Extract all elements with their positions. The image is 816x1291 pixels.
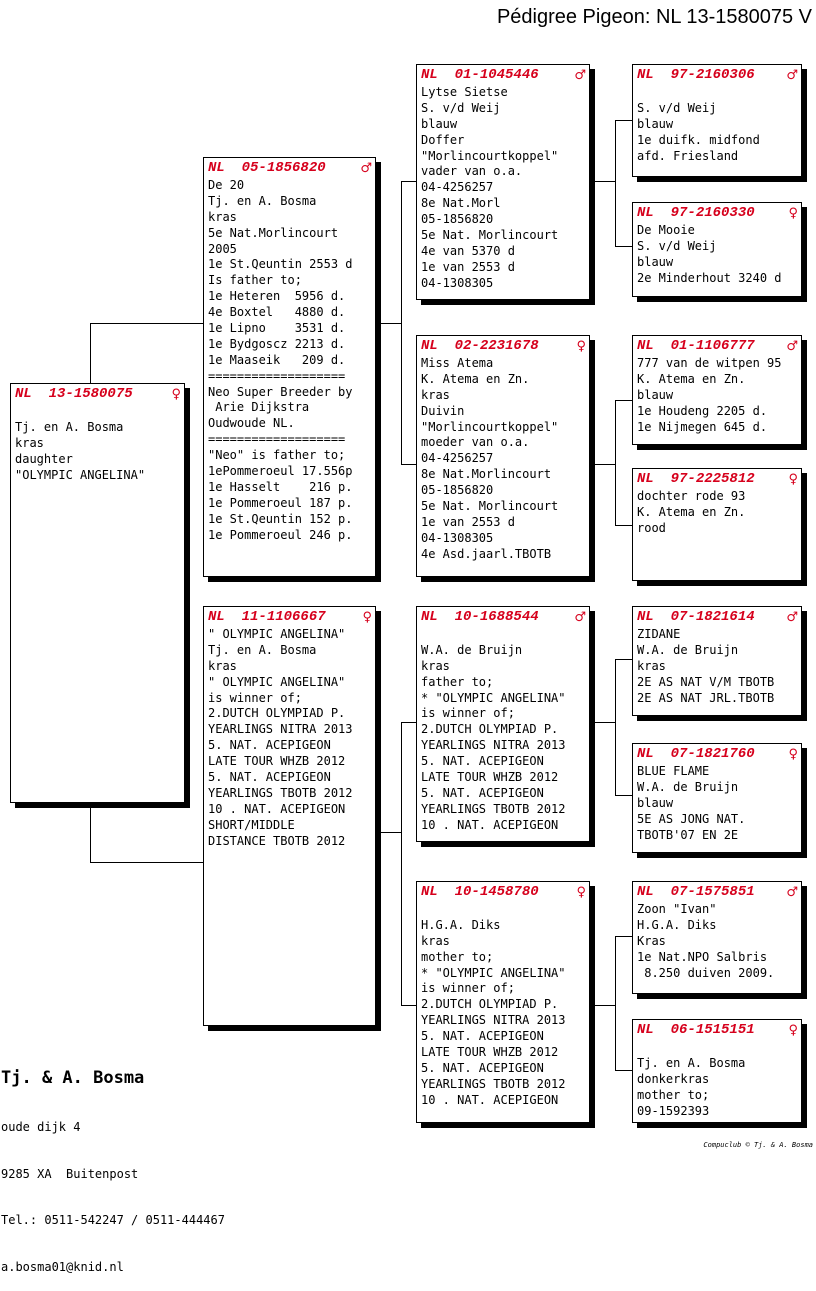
detail-line: moeder van o.a.: [421, 435, 530, 450]
pigeon-header: [637, 884, 798, 901]
female-symbol-icon: ♀: [788, 472, 798, 487]
ring-number: 07-1821760: [670, 746, 755, 762]
ring-number: 05-1856820: [241, 160, 326, 176]
detail-line: 10 . NAT. ACEPIGEON: [208, 801, 346, 816]
pigeon-card-mmm: [632, 1019, 802, 1123]
pigeon-header: [208, 160, 372, 177]
pigeon-details: [637, 356, 798, 435]
pigeon-card-mfm: [632, 743, 802, 853]
pigeon-header: [421, 338, 586, 355]
detail-line: YEARLINGS TBOTB 2012: [421, 801, 566, 816]
pigeon-details: [208, 627, 372, 849]
detail-line: rood: [637, 520, 666, 535]
detail-line: 8e Nat.Morl: [421, 196, 501, 211]
detail-line: 5. NAT. ACEPIGEON: [421, 1060, 544, 1075]
male-symbol-icon: ♂: [786, 339, 798, 354]
detail-line: LATE TOUR WHZB 2012: [421, 1045, 559, 1060]
detail-line: blauw: [637, 116, 674, 131]
page-title: Pédigree Pigeon: NL 13-1580075 V: [496, 6, 812, 28]
detail-line: is winner of;: [421, 706, 515, 721]
breeder-city: 9285 XA Buitenpost: [1, 1166, 139, 1181]
ring-label: [637, 471, 755, 488]
detail-line: 1e St.Qeuntin 2553 d: [208, 257, 353, 272]
pigeon-header: [637, 746, 798, 763]
detail-line: 5. NAT. ACEPIGEON: [421, 785, 544, 800]
detail-line: kras: [421, 933, 450, 948]
pigeon-header: [637, 338, 798, 355]
detail-line: father to;: [421, 674, 494, 689]
detail-line: ===================: [208, 432, 346, 447]
breeder-phone: Tel.: 0511-542247 / 0511-444467: [1, 1213, 225, 1227]
detail-line: kras: [637, 658, 666, 673]
male-symbol-icon: ♂: [574, 610, 586, 625]
pigeon-card-mm: [416, 881, 590, 1123]
pigeon-details: [637, 764, 798, 843]
connector: [615, 936, 616, 1070]
connector: [90, 862, 203, 863]
pigeon-card-ffm: [632, 202, 802, 297]
detail-line: 5. NAT. ACEPIGEON: [421, 1029, 544, 1044]
country-code: NL: [637, 471, 654, 487]
ring-label: [421, 67, 539, 84]
detail-line: 5. NAT. ACEPIGEON: [208, 770, 331, 785]
detail-line: 8.250 duiven 2009.: [637, 965, 775, 980]
country-code: NL: [208, 609, 225, 625]
ring-number: 02-2231678: [454, 338, 539, 354]
pigeon-details: [421, 85, 586, 292]
connector: [590, 722, 615, 723]
detail-line: YEARLINGS TBOTB 2012: [421, 1076, 566, 1091]
detail-line: daughter: [15, 451, 73, 466]
country-code: NL: [637, 205, 654, 221]
detail-line: afd. Friesland: [637, 148, 739, 163]
connector: [615, 246, 632, 247]
connector: [90, 808, 91, 863]
detail-line: Neo Super Breeder by: [208, 384, 353, 399]
connector: [401, 722, 402, 1005]
ring-number: 97-2160330: [670, 205, 755, 221]
detail-line: [637, 1040, 798, 1056]
detail-line: blauw: [637, 795, 674, 810]
detail-line: YEARLINGS NITRA 2013: [208, 722, 353, 737]
connector: [615, 659, 616, 795]
female-symbol-icon: ♀: [576, 885, 586, 900]
detail-line: YEARLINGS NITRA 2013: [421, 1013, 566, 1028]
pigeon-details: [637, 1040, 798, 1119]
detail-line: SHORT/MIDDLE: [208, 817, 295, 832]
detail-line: 04-4256257: [421, 180, 494, 195]
pigeon-card-subject: [10, 383, 185, 803]
detail-line: 04-1308305: [421, 530, 494, 545]
pigeon-card-fmf: [632, 335, 802, 445]
detail-line: 1e Nat.NPO Salbris: [637, 949, 768, 964]
detail-line: K. Atema en Zn.: [421, 371, 530, 386]
pigeon-header: [421, 67, 586, 84]
pigeon-details: [421, 627, 586, 834]
country-code: NL: [421, 609, 438, 625]
detail-line: Zoon "Ivan": [637, 902, 717, 916]
detail-line: blauw: [421, 116, 458, 131]
pigeon-card-mf: [416, 606, 590, 842]
detail-line: Doffer: [421, 132, 465, 147]
connector: [376, 832, 401, 833]
male-symbol-icon: ♂: [786, 610, 798, 625]
detail-line: Kras: [637, 933, 666, 948]
ring-number: 01-1106777: [670, 338, 755, 354]
male-symbol-icon: ♂: [574, 68, 586, 83]
female-symbol-icon: ♀: [788, 747, 798, 762]
detail-line: 8e Nat.Morlincourt: [421, 467, 552, 482]
detail-line: K. Atema en Zn.: [637, 371, 746, 386]
detail-line: De Mooie: [637, 223, 695, 237]
connector: [90, 323, 203, 324]
detail-line: 4e van 5370 d: [421, 243, 515, 258]
connector: [615, 400, 632, 401]
male-symbol-icon: ♂: [360, 161, 372, 176]
pigeon-header: [637, 609, 798, 626]
connector: [615, 659, 632, 660]
connector: [401, 464, 416, 465]
detail-line: DISTANCE TBOTB 2012: [208, 833, 346, 848]
detail-line: YEARLINGS NITRA 2013: [421, 738, 566, 753]
pigeon-details: [637, 627, 798, 706]
pigeon-details: [421, 356, 586, 563]
detail-line: 5e Nat. Morlincourt: [421, 228, 559, 243]
detail-line: W.A. de Bruijn: [637, 779, 739, 794]
detail-line: [421, 627, 586, 643]
detail-line: 1ePommeroeul 17.556p: [208, 464, 353, 479]
country-code: NL: [637, 746, 654, 762]
ring-label: [208, 609, 326, 626]
pigeon-header: [637, 205, 798, 222]
detail-line: Tj. en A. Bosma: [15, 419, 124, 434]
female-symbol-icon: ♀: [171, 387, 181, 402]
detail-line: 05-1856820: [421, 483, 494, 498]
ring-label: [421, 338, 539, 355]
detail-line: 04-4256257: [421, 451, 494, 466]
pigeon-details: [637, 85, 798, 164]
country-code: NL: [421, 67, 438, 83]
ring-label: [15, 386, 133, 403]
detail-line: 777 van de witpen 95: [637, 356, 782, 370]
ring-label: [637, 205, 755, 222]
detail-line: S. v/d Weij: [637, 238, 717, 253]
connector: [615, 1070, 632, 1071]
detail-line: Duivin: [421, 403, 465, 418]
detail-line: 5. NAT. ACEPIGEON: [421, 754, 544, 769]
country-code: NL: [15, 386, 32, 402]
detail-line: K. Atema en Zn.: [637, 504, 746, 519]
country-code: NL: [421, 884, 438, 900]
connector: [615, 795, 632, 796]
detail-line: Tj. en A. Bosma: [208, 193, 317, 208]
detail-line: 2.DUTCH OLYMPIAD P.: [421, 997, 559, 1012]
ring-label: [637, 746, 755, 763]
connector: [590, 181, 615, 182]
detail-line: "Morlincourtkoppel": [421, 148, 559, 163]
detail-line: is winner of;: [421, 981, 515, 996]
detail-line: 1e van 2553 d: [421, 514, 515, 529]
ring-label: [637, 67, 755, 84]
detail-line: 2E AS NAT V/M TBOTB: [637, 674, 775, 689]
detail-line: 1e Maaseik 209 d.: [208, 352, 346, 367]
pigeon-card-father: [203, 157, 376, 577]
detail-line: 1e St.Qeuntin 152 p.: [208, 511, 353, 526]
pigeon-header: [421, 884, 586, 901]
ring-label: [637, 338, 755, 355]
pigeon-card-fm: [416, 335, 590, 577]
detail-line: YEARLINGS TBOTB 2012: [208, 785, 353, 800]
detail-line: 1e Bydgoscz 2213 d.: [208, 336, 346, 351]
detail-line: 2.DUTCH OLYMPIAD P.: [208, 706, 346, 721]
connector: [590, 464, 615, 465]
detail-line: 09-1592393: [637, 1103, 710, 1118]
pigeon-header: [15, 386, 181, 403]
detail-line: [15, 404, 181, 420]
detail-line: "OLYMPIC ANGELINA": [15, 467, 146, 482]
detail-line: S. v/d Weij: [421, 100, 501, 115]
detail-line: kras: [208, 209, 237, 224]
detail-line: Oudwoude NL.: [208, 416, 295, 431]
detail-line: W.A. de Bruijn: [421, 642, 523, 657]
connector: [615, 936, 632, 937]
male-symbol-icon: ♂: [786, 885, 798, 900]
detail-line: blauw: [637, 254, 674, 269]
detail-line: ===================: [208, 368, 346, 383]
connector: [615, 400, 616, 525]
pigeon-header: [208, 609, 372, 626]
country-code: NL: [208, 160, 225, 176]
pigeon-card-fff: [632, 64, 802, 177]
detail-line: 1e Hasselt 216 p.: [208, 479, 353, 494]
detail-line: 4e Asd.jaarl.TBOTB: [421, 546, 552, 561]
ring-label: [208, 160, 326, 177]
connector: [90, 323, 91, 383]
ring-number: 07-1575851: [670, 884, 755, 900]
female-symbol-icon: ♀: [788, 1023, 798, 1038]
detail-line: mother to;: [421, 949, 494, 964]
detail-line: S. v/d Weij: [637, 100, 717, 115]
female-symbol-icon: ♀: [362, 610, 372, 625]
detail-line: BLUE FLAME: [637, 764, 710, 778]
detail-line: mother to;: [637, 1087, 710, 1102]
country-code: NL: [637, 1022, 654, 1038]
detail-line: H.G.A. Diks: [421, 917, 501, 932]
detail-line: 5e Nat.Morlincourt: [208, 225, 339, 240]
ring-number: 10-1688544: [454, 609, 539, 625]
detail-line: ZIDANE: [637, 627, 681, 641]
pigeon-details: [637, 902, 798, 981]
detail-line: 5. NAT. ACEPIGEON: [208, 738, 331, 753]
ring-label: [421, 884, 539, 901]
detail-line: Tj. en A. Bosma: [208, 642, 317, 657]
detail-line: TBOTB'07 EN 2E: [637, 827, 739, 842]
detail-line: Miss Atema: [421, 356, 494, 370]
detail-line: 05-1856820: [421, 212, 494, 227]
country-code: NL: [637, 338, 654, 354]
ring-number: 01-1045446: [454, 67, 539, 83]
female-symbol-icon: ♀: [788, 206, 798, 221]
detail-line: 1e Houdeng 2205 d.: [637, 403, 768, 418]
detail-line: LATE TOUR WHZB 2012: [421, 770, 559, 785]
pigeon-card-ff: [416, 64, 590, 300]
detail-line: 5E AS JONG NAT.: [637, 811, 746, 826]
detail-line: Is father to;: [208, 273, 302, 288]
connector: [615, 525, 632, 526]
detail-line: is winner of;: [208, 690, 302, 705]
detail-line: kras: [421, 387, 450, 402]
ring-number: 11-1106667: [241, 609, 326, 625]
connector: [615, 120, 616, 246]
detail-line: 1e duifk. midfond: [637, 132, 760, 147]
detail-line: 1e Lipno 3531 d.: [208, 321, 346, 336]
connector: [376, 323, 401, 324]
breeder-email: a.bosma01@knid.nl: [1, 1259, 124, 1274]
ring-number: 07-1821614: [670, 609, 755, 625]
pigeon-details: [637, 223, 798, 287]
pigeon-card-mother: [203, 606, 376, 1026]
detail-line: " OLYMPIC ANGELINA": [208, 627, 346, 641]
detail-line: 2E AS NAT JRL.TBOTB: [637, 690, 775, 705]
detail-line: 1e Pommeroeul 187 p.: [208, 495, 353, 510]
detail-line: H.G.A. Diks: [637, 917, 717, 932]
pigeon-details: [15, 404, 181, 483]
pigeon-header: [637, 1022, 798, 1039]
connector: [401, 181, 402, 464]
country-code: NL: [421, 338, 438, 354]
pigeon-details: [208, 178, 372, 543]
detail-line: * "OLYMPIC ANGELINA": [421, 690, 566, 705]
detail-line: vader van o.a.: [421, 164, 523, 179]
breeder-info: [1, 1036, 225, 1291]
connector: [401, 722, 416, 723]
country-code: NL: [637, 67, 654, 83]
breeder-address: oude dijk 4: [1, 1120, 81, 1134]
detail-line: blauw: [637, 387, 674, 402]
ring-label: [637, 609, 755, 626]
detail-line: kras: [15, 435, 44, 450]
detail-line: 1e Heteren 5956 d.: [208, 289, 346, 304]
pigeon-card-mff: [632, 606, 802, 716]
country-code: NL: [637, 884, 654, 900]
ring-number: 97-2225812: [670, 471, 755, 487]
connector: [590, 1005, 615, 1006]
ring-label: [637, 884, 755, 901]
connector: [401, 181, 416, 182]
pigeon-header: [637, 67, 798, 84]
ring-number: 10-1458780: [454, 884, 539, 900]
connector: [615, 120, 632, 121]
country-code: NL: [637, 609, 654, 625]
pigeon-header: [421, 609, 586, 626]
detail-line: Arie Dijkstra: [208, 400, 310, 415]
ring-number: 06-1515151: [670, 1022, 755, 1038]
ring-label: [421, 609, 539, 626]
ring-label: [637, 1022, 755, 1039]
detail-line: 2.DUTCH OLYMPIAD P.: [421, 722, 559, 737]
detail-line: " OLYMPIC ANGELINA": [208, 674, 346, 689]
footer-credit: Compuclub © Tj. & A. Bosma: [703, 1141, 813, 1149]
detail-line: De 20: [208, 178, 245, 192]
detail-line: 10 . NAT. ACEPIGEON: [421, 817, 559, 832]
detail-line: donkerkras: [637, 1071, 710, 1086]
detail-line: 1e van 2553 d: [421, 259, 515, 274]
detail-line: 5e Nat. Morlincourt: [421, 499, 559, 514]
detail-line: W.A. de Bruijn: [637, 642, 739, 657]
breeder-name: Tj. & A. Bosma: [1, 1068, 145, 1088]
pigeon-card-fmm: [632, 468, 802, 581]
detail-line: * "OLYMPIC ANGELINA": [421, 965, 566, 980]
detail-line: "Neo" is father to;: [208, 448, 346, 463]
detail-line: LATE TOUR WHZB 2012: [208, 754, 346, 769]
female-symbol-icon: ♀: [576, 339, 586, 354]
pigeon-header: [637, 471, 798, 488]
detail-line: "Morlincourtkoppel": [421, 419, 559, 434]
detail-line: dochter rode 93: [637, 489, 746, 503]
connector: [401, 1005, 416, 1006]
pigeon-details: [421, 902, 586, 1109]
detail-line: 1e Pommeroeul 246 p.: [208, 527, 353, 542]
detail-line: 04-1308305: [421, 275, 494, 290]
detail-line: [637, 85, 798, 101]
detail-line: [421, 902, 586, 918]
detail-line: Tj. en A. Bosma: [637, 1055, 746, 1070]
detail-line: 2005: [208, 241, 237, 256]
detail-line: kras: [208, 658, 237, 673]
detail-line: 4e Boxtel 4880 d.: [208, 305, 346, 320]
ring-number: 13-1580075: [48, 386, 133, 402]
male-symbol-icon: ♂: [786, 68, 798, 83]
detail-line: kras: [421, 658, 450, 673]
detail-line: 10 . NAT. ACEPIGEON: [421, 1092, 559, 1107]
detail-line: 1e Nijmegen 645 d.: [637, 419, 768, 434]
detail-line: Lytse Sietse: [421, 85, 508, 99]
pigeon-details: [637, 489, 798, 537]
detail-line: 2e Minderhout 3240 d: [637, 270, 782, 285]
pigeon-card-mmf: [632, 881, 802, 994]
ring-number: 97-2160306: [670, 67, 755, 83]
